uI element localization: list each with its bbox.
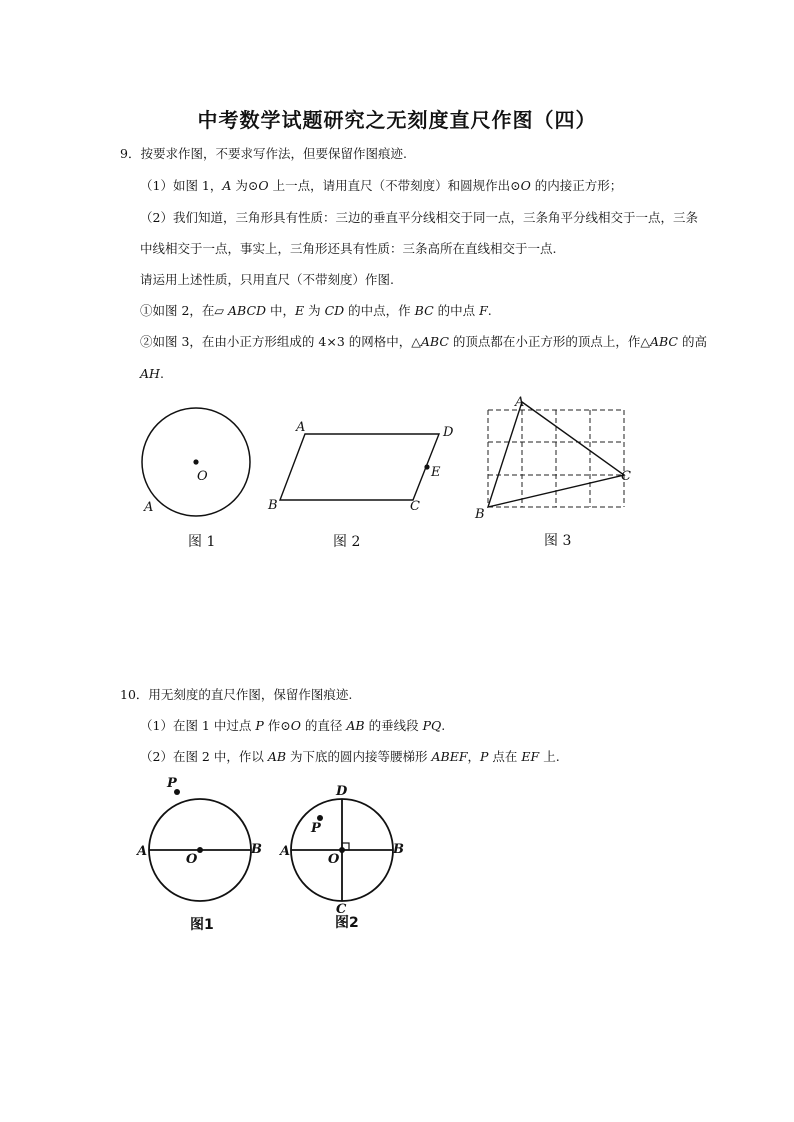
- text-run: 为: [304, 303, 325, 318]
- text-run: ②如图 3，在由小正方形组成的 4×3 的网格中，△: [140, 334, 421, 349]
- text-run: 为下底的圆内接等腰梯形: [286, 749, 432, 764]
- label-b: B: [251, 842, 262, 857]
- var-ABC: ABC: [420, 334, 449, 349]
- text-run: 上.: [539, 749, 560, 764]
- label-a: A: [144, 500, 154, 515]
- text-run: 为⊙: [231, 178, 259, 193]
- text-run: 的直径: [300, 718, 347, 733]
- figure-caption: 图 2: [333, 534, 361, 550]
- label-c: C: [621, 469, 631, 484]
- text-run: 点在: [488, 749, 522, 764]
- label-b: B: [393, 842, 404, 857]
- label-e: E: [431, 465, 441, 480]
- center-point-o: [339, 847, 345, 853]
- text-run: 上一点，请用直尺（不带刻度）和圆规作出⊙: [268, 178, 521, 193]
- var-E: E: [295, 303, 305, 318]
- figure-caption: 图1: [190, 917, 214, 933]
- label-c: C: [410, 499, 420, 514]
- q10-figure-2: [275, 770, 415, 940]
- var-F: F: [479, 303, 488, 318]
- text-run: 作⊙: [263, 718, 291, 733]
- text-run: （2）在图 2 中，作以: [140, 749, 268, 764]
- text-run: ，: [467, 749, 481, 764]
- var-PQ: PQ: [422, 718, 442, 733]
- label-b: B: [475, 507, 485, 522]
- q10-part1: [140, 718, 445, 734]
- var-BC: BC: [414, 303, 434, 318]
- var-A: A: [222, 178, 232, 193]
- q9-sub1: [140, 303, 492, 319]
- q10-part2: [140, 749, 560, 765]
- q9-sub2-cont: [140, 366, 164, 382]
- q9-stem: 9．按要求作图，不要求写作法，但要保留作图痕迹.: [120, 146, 407, 161]
- text-run: （1）在图 1 中过点: [140, 718, 256, 733]
- label-a: A: [296, 420, 306, 435]
- center-point-o: [193, 459, 198, 464]
- q9-figure-2: [262, 415, 472, 555]
- text-run: .: [487, 303, 492, 318]
- center-point-o: [197, 847, 203, 853]
- label-b: B: [268, 498, 278, 513]
- var-O: O: [290, 718, 301, 733]
- figure-caption: 图 1: [188, 534, 216, 550]
- var-AB: AB: [346, 718, 365, 733]
- parallelogram-abcd: [280, 434, 439, 500]
- label-o: O: [186, 852, 198, 867]
- text-run: ①如图 2，在▱: [140, 303, 229, 318]
- var-P: P: [255, 718, 264, 733]
- var-ABCD: ABCD: [228, 303, 267, 318]
- var-CD: CD: [324, 303, 345, 318]
- label-a: A: [280, 844, 291, 859]
- label-o: O: [328, 852, 340, 867]
- label-d: D: [443, 425, 454, 440]
- q9-part2-line1: （2）我们知道，三角形具有性质：三边的垂直平分线相交于同一点，三条角平分线相交于一点，三条: [140, 210, 698, 225]
- page-title: 中考数学试题研究之无刻度直尺作图（四）: [197, 108, 597, 132]
- text-run: 中，: [266, 303, 296, 318]
- label-a: A: [515, 395, 525, 410]
- var-ABC: ABC: [649, 334, 678, 349]
- q9-figure-1: [130, 405, 270, 555]
- q9-figure-3: [470, 390, 640, 555]
- text-run: 的中点，作: [344, 303, 415, 318]
- label-o: O: [197, 469, 208, 484]
- q10-figure-1: [130, 770, 280, 940]
- text-run: 的垂线段: [364, 718, 423, 733]
- point-e: [424, 464, 429, 469]
- var-AB: AB: [267, 749, 287, 764]
- text-run: .: [441, 718, 446, 733]
- var-EF: EF: [521, 749, 540, 764]
- var-AH: AH: [140, 366, 160, 381]
- text-run: 的内接正方形；: [530, 178, 623, 193]
- text-run: .: [159, 366, 164, 381]
- text-run: 的中点: [433, 303, 480, 318]
- label-c: C: [336, 902, 347, 917]
- q9-sub2: [140, 334, 707, 350]
- q9-part2-line2: 中线相交于一点，事实上，三角形还具有性质：三条高所在直线相交于一点.: [140, 241, 557, 256]
- label-a: A: [137, 844, 148, 859]
- q9-instruction: 请运用上述性质，只用直尺（不带刻度）作图.: [140, 272, 394, 287]
- label-p: P: [167, 776, 177, 791]
- dashed-grid: [488, 410, 624, 507]
- figure-caption: 图2: [335, 915, 359, 931]
- text-run: （1）如图 1，: [140, 178, 223, 193]
- var-O: O: [258, 178, 269, 193]
- var-O: O: [520, 178, 531, 193]
- text-run: 的顶点都在小正方形的顶点上，作△: [448, 334, 650, 349]
- var-ABEF: ABEF: [431, 749, 468, 764]
- q9-part1: [140, 178, 622, 194]
- var-P: P: [480, 749, 489, 764]
- label-p: P: [311, 821, 321, 836]
- q10-stem: 10．用无刻度的直尺作图，保留作图痕迹.: [120, 687, 353, 702]
- label-d: D: [336, 784, 348, 799]
- text-run: 的高: [678, 334, 707, 349]
- figure-caption: 图 3: [544, 533, 572, 549]
